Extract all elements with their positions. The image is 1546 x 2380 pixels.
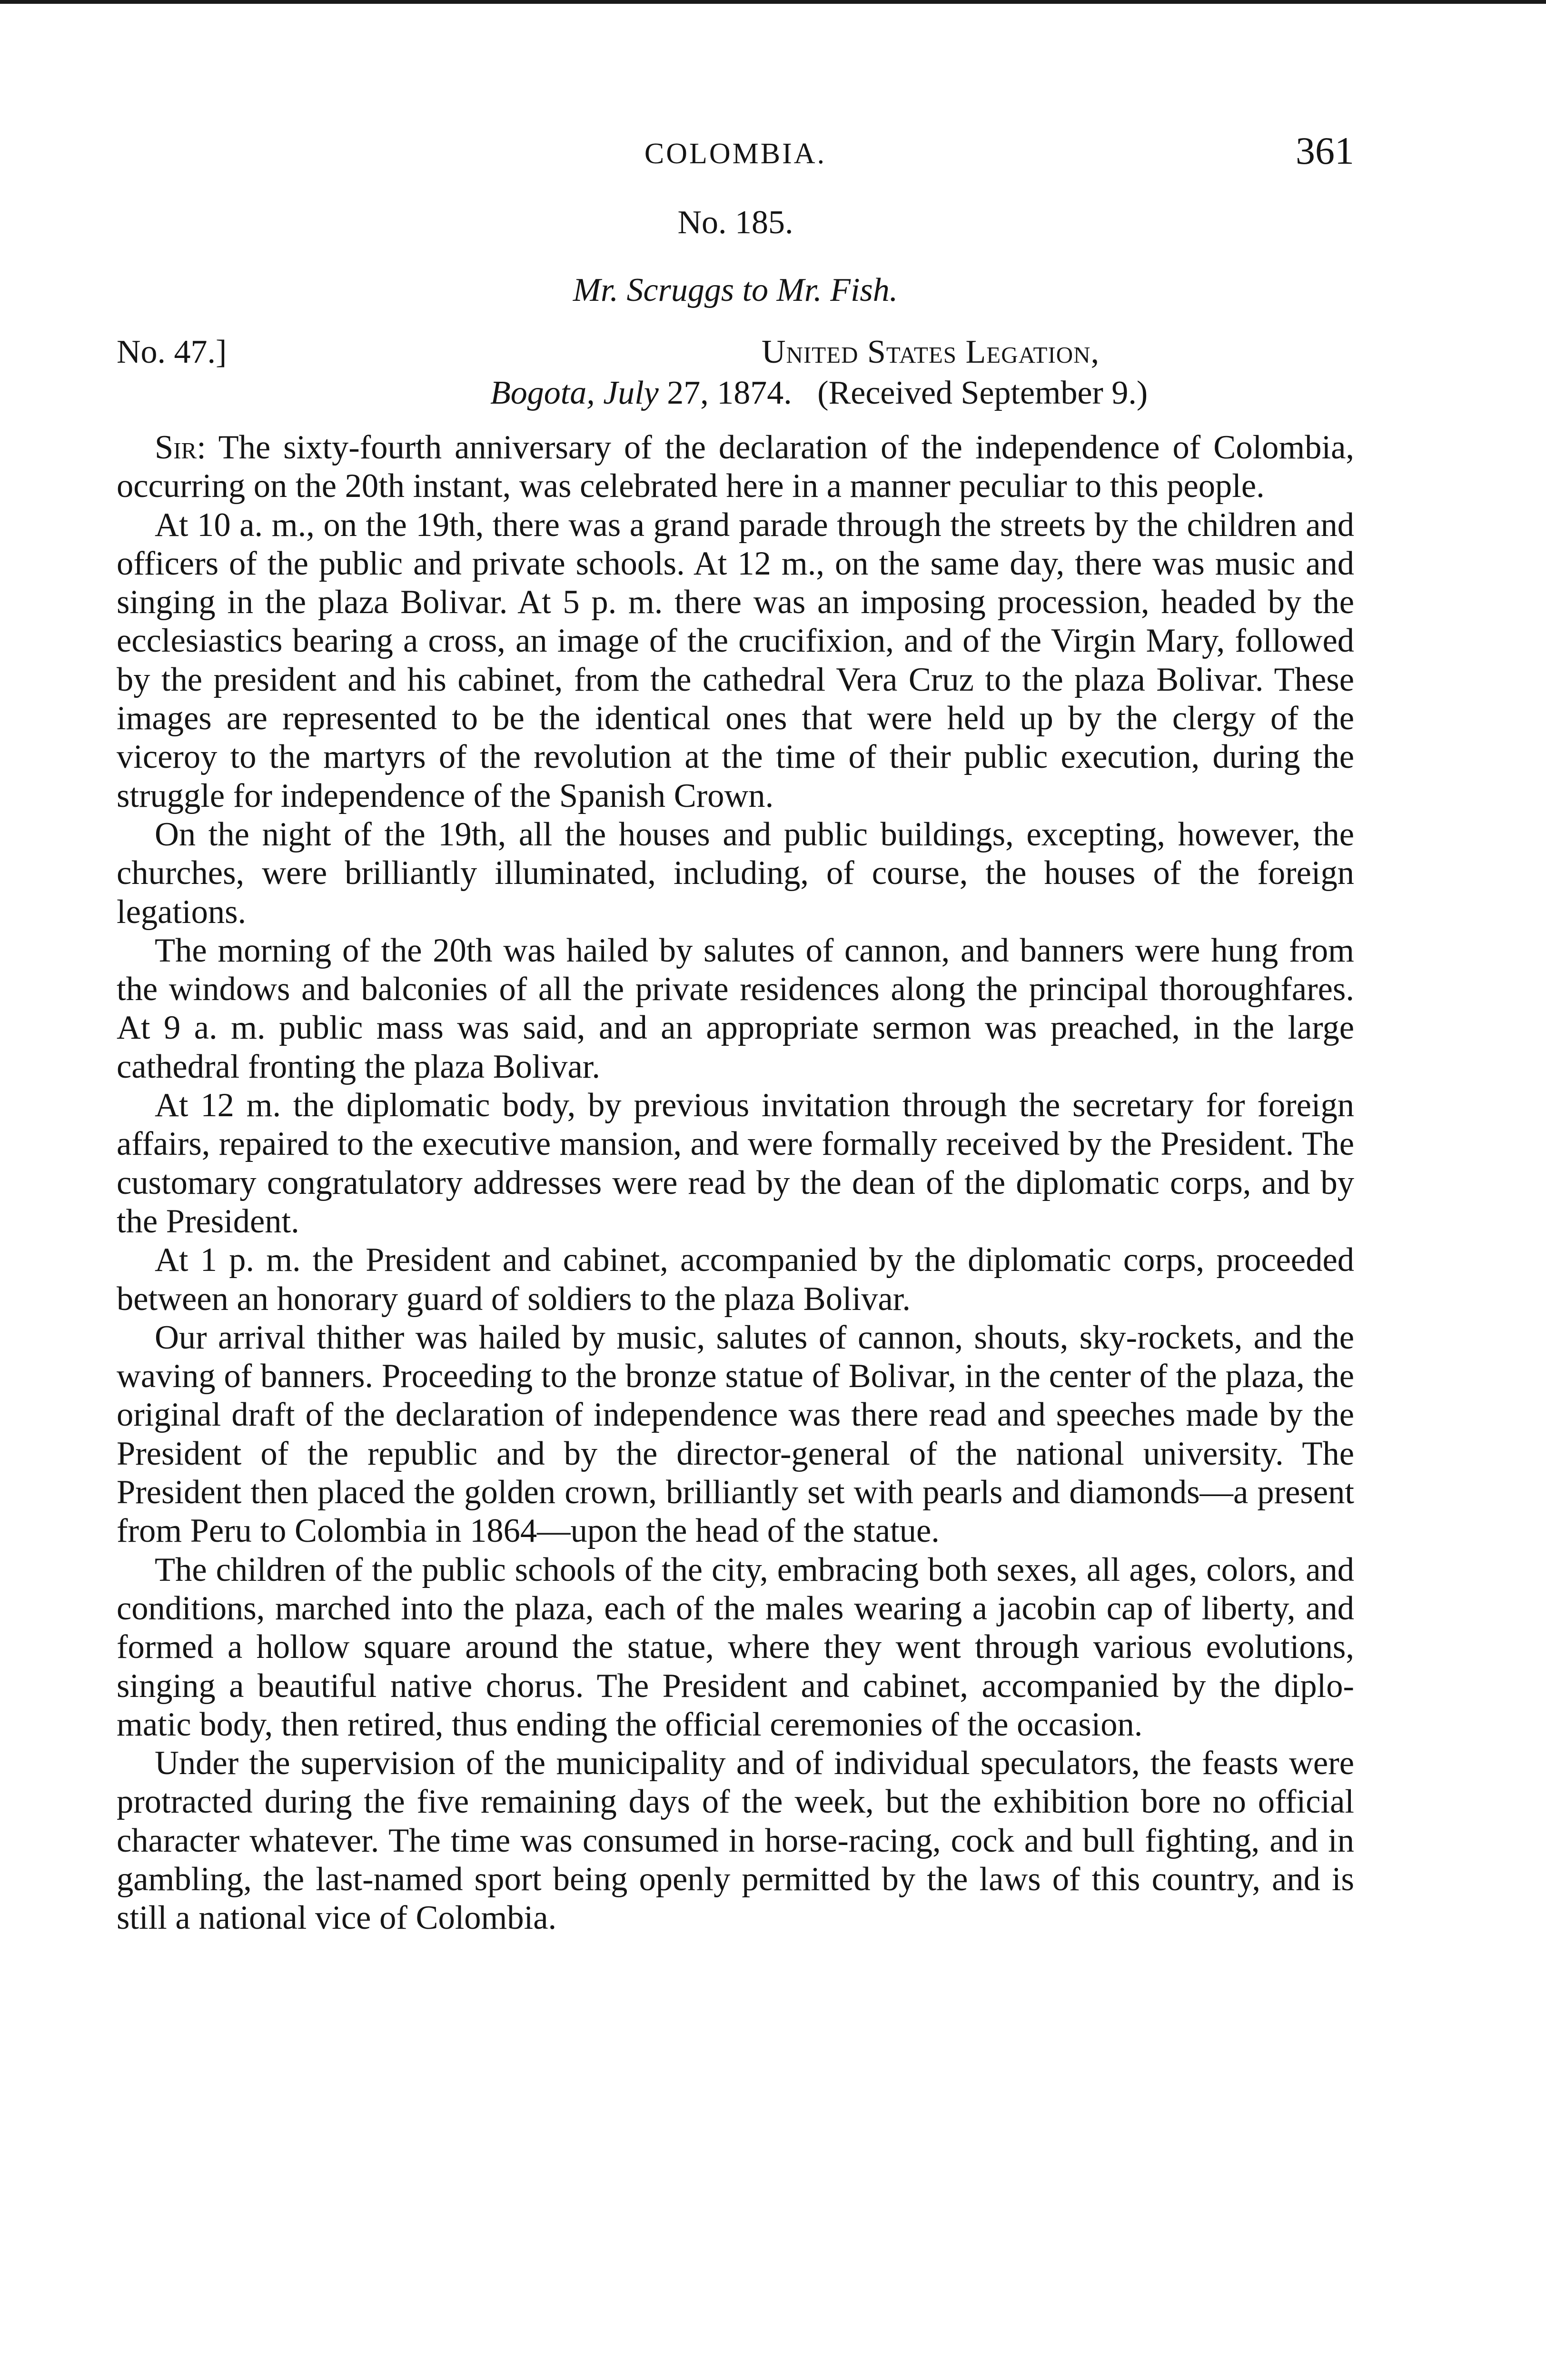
paragraph-4: The morning of the 20th was hailed by salutes of cannon, and banners were hung from the windows and balconies of all the private residences along the principal thoroughfares. At 9 a. m. public mass was said, and an appropriate sermon was preached, in the large cathedral fronting the plaza Bolivar. [117, 932, 1354, 1085]
document-page [117, 129, 1354, 1938]
received-note: (Received September 9.) [817, 375, 1148, 411]
legation-heading: United States Legation, [762, 334, 1100, 370]
paragraph-2: At 10 a. m., on the 19th, there was a grand parade through the streets by the children and officers of the public and private schools. At 12 m., on the same day, there was music and singing in the plaza Bolivar. At 5 p. m. there was an imposing procession, headed by the ecclesiastics bearing a cross, an image of the crucifixion, and of the Virgin Mary, followed by the president and his cabinet, from the cathedral Vera Cruz to the plaza Bolivar. These images are represented to be the identical ones that were held up by the clergy of the viceroy to the martyrs of the revolution at the time of their public execution, during the struggle for independence of the Spanish Crown. [117, 506, 1354, 814]
letter-body [117, 428, 1354, 1938]
address-block [117, 333, 1354, 428]
running-title: COLOMBIA. [644, 138, 827, 170]
paragraph-8: The children of the public schools of the city, embracing both sexes, all ages, colors, and conditions, marched into the plaza, each of the males wearing a jacobin cap of liberty, and formed a hollow square around the statue, where they went through various evolutions, singing a beautiful native chorus. The President and cabinet, accompanied by the diplomatic body, then retired, thus ending the official ceremonies of the occasion. [117, 1551, 1354, 1743]
dateline [490, 374, 1148, 412]
paragraph-1-text: The sixty-fourth anniversary of the declaration of the independence of Colombia, occurring on the 20th instant, was celebrated here in a manner peculiar to this people. [117, 429, 1355, 505]
paragraph-7: Our arrival thither was hailed by music, salutes of cannon, shouts, sky-rockets, and the waving of banners. Proceeding to the bronze statue of Bolivar, in the center of the plaza, the original draft of the declaration of independence was there read and speeches made by the President of the republic and by the director-general of the national university. The President then placed the golden crown, brilliantly set with pearls and diamonds—a present from Peru to Colombia in 1864—upon the head of the statue. [117, 1319, 1354, 1550]
salutation: Sir: [155, 429, 206, 466]
paragraph-3: On the night of the 19th, all the houses and public buildings, excepting, however, the churches, were brilliantly illuminated, including, of course, the houses of the foreign legations. [117, 815, 1354, 931]
despatch-number: No. 47.] [117, 334, 227, 370]
document-title: Mr. Scruggs to Mr. Fish. [573, 272, 898, 308]
page-number: 361 [1296, 129, 1354, 172]
running-head [117, 129, 1354, 181]
dateline-date: 27, 1874. [667, 375, 792, 411]
paragraph-9: Under the supervision of the municipality and of individual speculators, the feasts were protracted during the five remaining days of the week, but the exhibition bore no official character whatever. The time was consumed in horse-racing, cock and bull fighting, and in gambling, the last-named sport being openly permitted by the laws of this country, and is still a national vice of Colombia. [117, 1745, 1354, 1937]
paragraph-6: At 1 p. m. the President and cabinet, accompanied by the diplomatic corps, proceeded between an honorary guard of soldiers to the plaza Bolivar. [117, 1241, 1354, 1318]
paragraph-1 [117, 428, 1354, 506]
document-number: No. 185. [677, 204, 793, 241]
paragraph-5: At 12 m. the diplomatic body, by previous invitation through the secretary for foreign affairs, repaired to the executive mansion, and were formally received by the President. The customary congratulatory addresses were read by the dean of the diplomatic corps, and by the President. [117, 1087, 1354, 1240]
dateline-place: Bogota, July [490, 375, 659, 411]
page-top-edge [0, 0, 1546, 4]
